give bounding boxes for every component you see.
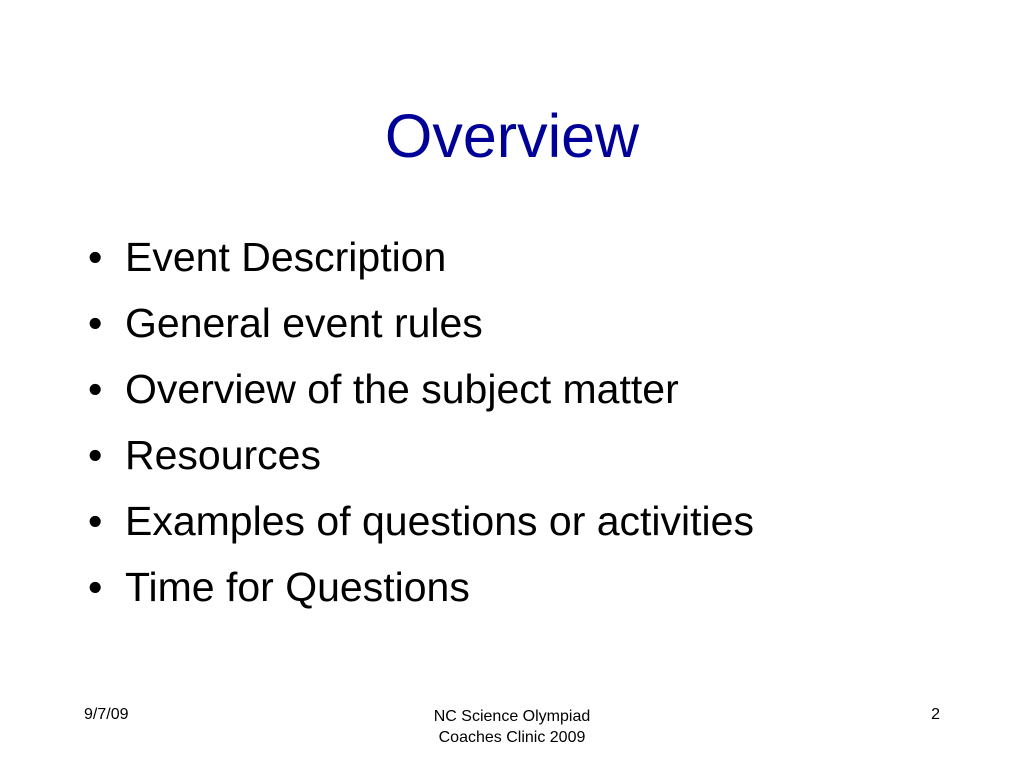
bullet-icon: • — [88, 498, 103, 544]
bullet-text: Resources — [125, 432, 321, 478]
bullet-list — [88, 226, 968, 622]
bullet-icon: • — [88, 432, 103, 478]
bullet-text: General event rules — [125, 300, 483, 346]
list-item — [88, 292, 968, 358]
bullet-icon: • — [88, 366, 103, 412]
list-item — [88, 226, 968, 292]
bullet-text: Examples of questions or activities — [125, 498, 754, 544]
bullet-icon: • — [88, 234, 103, 280]
slide-title: Overview — [384, 102, 640, 170]
list-item — [88, 490, 968, 556]
footer-line-1: NC Science Olympiad — [433, 708, 591, 725]
bullet-text: Event Description — [125, 234, 447, 280]
bullet-text: Overview of the subject matter — [125, 366, 679, 412]
footer-event-name — [312, 706, 712, 748]
bullet-icon: • — [88, 300, 103, 346]
list-item — [88, 424, 968, 490]
footer-date: 9/7/09 — [84, 706, 129, 723]
list-item — [88, 556, 968, 622]
bullet-text: Time for Questions — [125, 564, 470, 610]
bullet-icon: • — [88, 564, 103, 610]
list-item — [88, 358, 968, 424]
footer-line-2: Coaches Clinic 2009 — [438, 729, 586, 746]
page-number: 2 — [931, 706, 940, 723]
